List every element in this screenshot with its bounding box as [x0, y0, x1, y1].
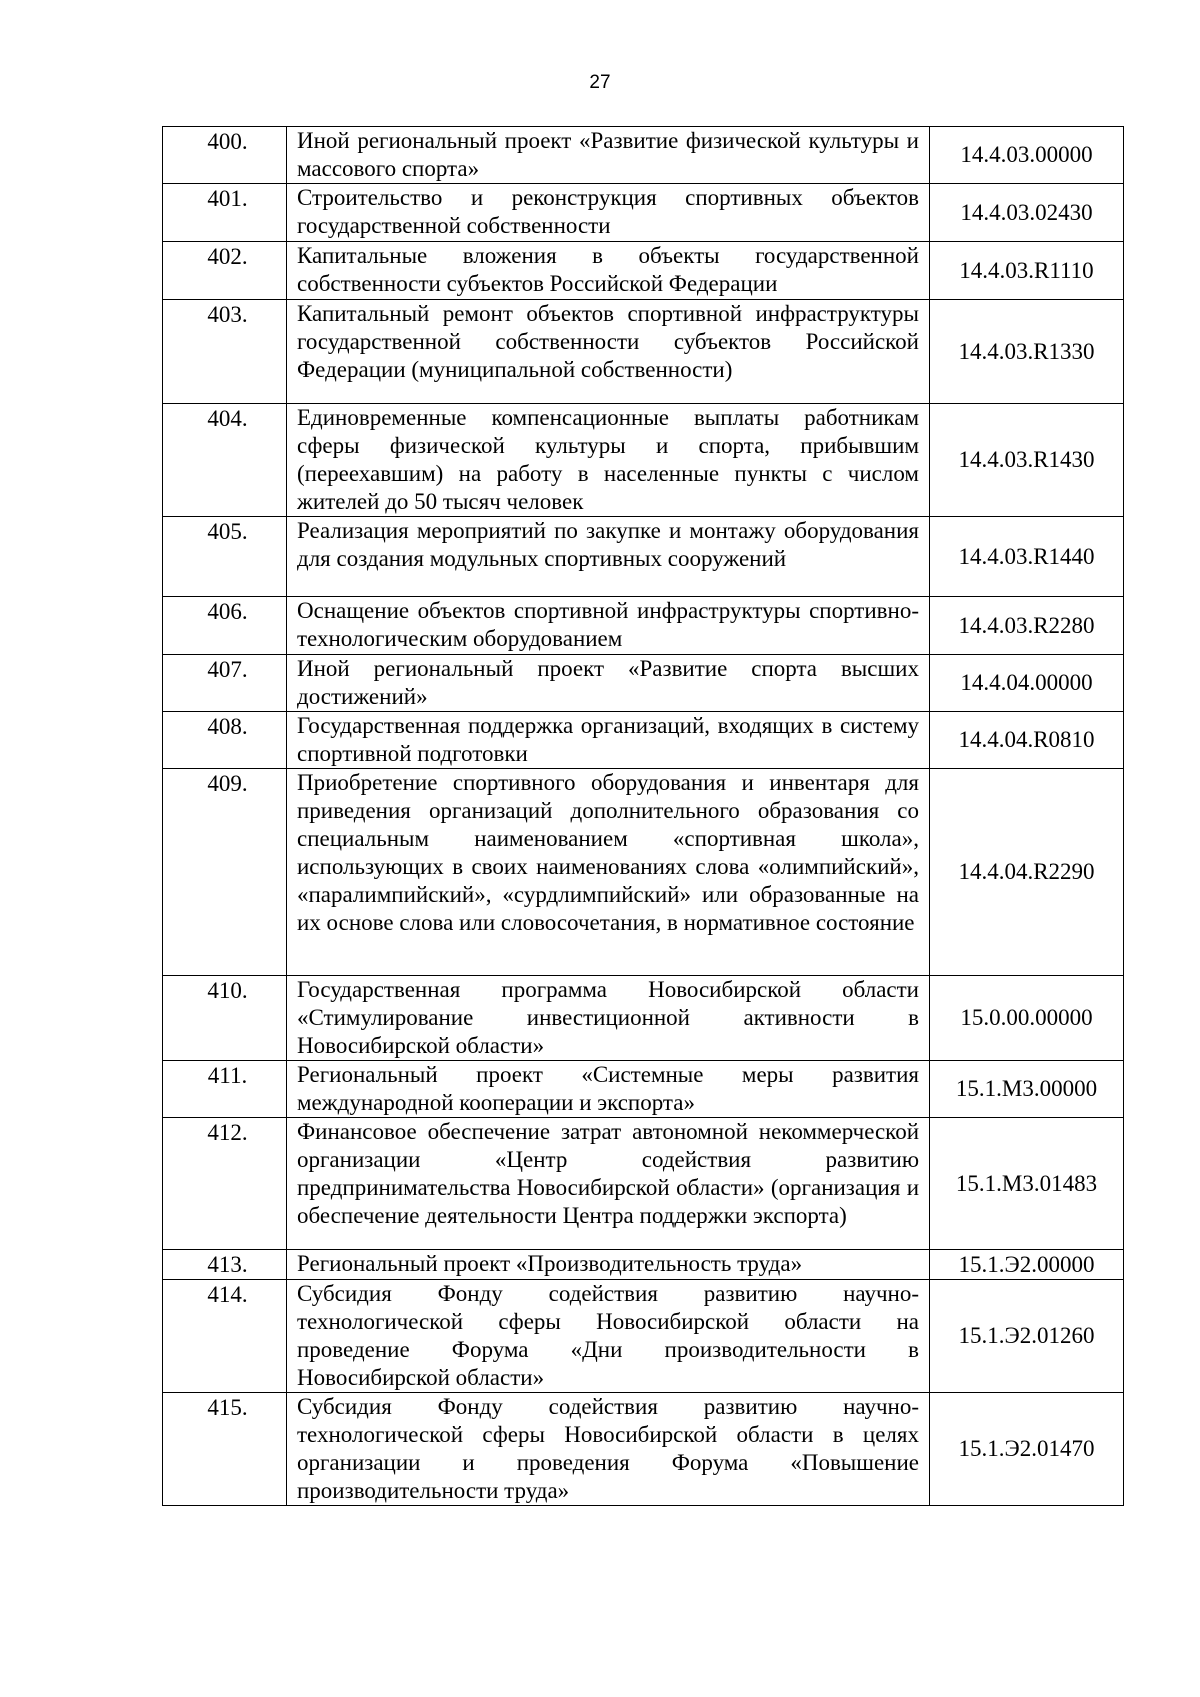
- row-description: Региональный проект «Системные меры развития международной кооперации и экспорта»: [287, 1061, 930, 1118]
- table-row: [163, 517, 1124, 597]
- row-code: 15.1.Э2.01470: [930, 1393, 1124, 1506]
- row-description: Субсидия Фонду содействия развитию научно-технологической сферы Новосибирской области на проведение Форума «Дни производительности в Новосибирской области»: [287, 1280, 930, 1393]
- row-description: Иной региональный проект «Развитие спорта высших достижений»: [287, 655, 930, 712]
- row-code: 14.4.04.R2290: [930, 769, 1124, 976]
- row-number: 405.: [207, 519, 248, 544]
- row-number-cell: [163, 184, 287, 242]
- table-row: [163, 712, 1124, 769]
- row-code: 15.1.М3.00000: [930, 1061, 1124, 1118]
- row-number: 412.: [207, 1120, 248, 1145]
- row-number-cell: [163, 976, 287, 1061]
- row-code: 15.0.00.00000: [930, 976, 1124, 1061]
- table-row: [163, 1250, 1124, 1280]
- table-row: [163, 242, 1124, 300]
- row-number-cell: [163, 1393, 287, 1506]
- row-number: 414.: [207, 1282, 248, 1307]
- table-row: [163, 976, 1124, 1061]
- table-row: [163, 300, 1124, 404]
- row-number-cell: [163, 655, 287, 712]
- row-description: Региональный проект «Производительность труда»: [287, 1250, 930, 1280]
- row-number-cell: [163, 1118, 287, 1250]
- row-number-cell: [163, 1061, 287, 1118]
- row-number-cell: [163, 1280, 287, 1393]
- row-number-cell: [163, 1250, 287, 1280]
- row-description: Субсидия Фонду содействия развитию научно-технологической сферы Новосибирской области в целях организации и проведения Форума «Повышение производительности труда»: [287, 1393, 930, 1506]
- row-number-cell: [163, 404, 287, 517]
- row-description: Государственная программа Новосибирской области «Стимулирование инвестиционной активности в Новосибирской области»: [287, 976, 930, 1061]
- table-row: [163, 1393, 1124, 1506]
- row-description: Государственная поддержка организаций, входящих в систему спортивной подготовки: [287, 712, 930, 769]
- row-number-cell: [163, 712, 287, 769]
- row-description: Иной региональный проект «Развитие физической культуры и массового спорта»: [287, 127, 930, 184]
- row-number: 404.: [207, 406, 248, 431]
- row-number: 406.: [207, 599, 248, 624]
- row-code: 15.1.Э2.00000: [930, 1250, 1124, 1280]
- row-code: 15.1.М3.01483: [930, 1118, 1124, 1250]
- row-code: 14.4.03.02430: [930, 184, 1124, 242]
- row-number: 411.: [207, 1063, 248, 1088]
- table-row: [163, 1061, 1124, 1118]
- row-number: 415.: [207, 1395, 248, 1420]
- row-description: Финансовое обеспечение затрат автономной некоммерческой организации «Центр содействия развитию предпринимательства Новосибирской области» (организация и обеспечение деятельности Центра поддержки экспорта): [287, 1118, 930, 1250]
- row-code: 14.4.03.00000: [930, 127, 1124, 184]
- row-number: 413.: [207, 1252, 248, 1277]
- page-number: 27: [589, 72, 611, 93]
- table-body: [163, 127, 1124, 1506]
- row-code: 14.4.04.00000: [930, 655, 1124, 712]
- row-number: 410.: [207, 978, 248, 1003]
- row-number: 401.: [207, 186, 248, 211]
- table-row: [163, 1118, 1124, 1250]
- row-number: 408.: [207, 714, 248, 739]
- row-number: 409.: [207, 771, 248, 796]
- row-number: 403.: [207, 302, 248, 327]
- row-number: 407.: [207, 657, 248, 682]
- table-row: [163, 1280, 1124, 1393]
- row-number-cell: [163, 300, 287, 404]
- row-code: 14.4.03.R1330: [930, 300, 1124, 404]
- row-number: 402.: [207, 244, 248, 269]
- table-row: [163, 597, 1124, 655]
- row-description: Капитальные вложения в объекты государственной собственности субъектов Российской Федерации: [287, 242, 930, 300]
- table-row: [163, 127, 1124, 184]
- row-description: Оснащение объектов спортивной инфраструктуры спортивно-технологическим оборудованием: [287, 597, 930, 655]
- row-description: Капитальный ремонт объектов спортивной инфраструктуры государственной собственности субъектов Российской Федерации (муниципальной собственности): [287, 300, 930, 404]
- row-description: Реализация мероприятий по закупке и монтажу оборудования для создания модульных спортивных сооружений: [287, 517, 930, 597]
- table-row: [163, 655, 1124, 712]
- row-code: 14.4.03.R1440: [930, 517, 1124, 597]
- row-description: Приобретение спортивного оборудования и инвентаря для приведения организаций дополнительного образования со специальным наименованием «спортивная школа», использующих в своих наименованиях слова «олимпийский», «паралимпийский», «сурдлимпийский» или образованные на их основе слова или словосочетания, в нормативное состояние: [287, 769, 930, 976]
- table-row: [163, 404, 1124, 517]
- row-code: 14.4.04.R0810: [930, 712, 1124, 769]
- row-number-cell: [163, 517, 287, 597]
- row-description: Единовременные компенсационные выплаты работникам сферы физической культуры и спорта, прибывшим (переехавшим) на работу в населенные пункты с числом жителей до 50 тысяч человек: [287, 404, 930, 517]
- row-number-cell: [163, 769, 287, 976]
- row-number-cell: [163, 597, 287, 655]
- row-description: Строительство и реконструкция спортивных объектов государственной собственности: [287, 184, 930, 242]
- row-number-cell: [163, 127, 287, 184]
- budget-classification-table: [162, 126, 1124, 1506]
- table-row: [163, 184, 1124, 242]
- row-number-cell: [163, 242, 287, 300]
- row-code: 14.4.03.R1110: [930, 242, 1124, 300]
- row-code: 15.1.Э2.01260: [930, 1280, 1124, 1393]
- row-code: 14.4.03.R1430: [930, 404, 1124, 517]
- table-row: [163, 769, 1124, 976]
- row-number: 400.: [207, 129, 248, 154]
- row-code: 14.4.03.R2280: [930, 597, 1124, 655]
